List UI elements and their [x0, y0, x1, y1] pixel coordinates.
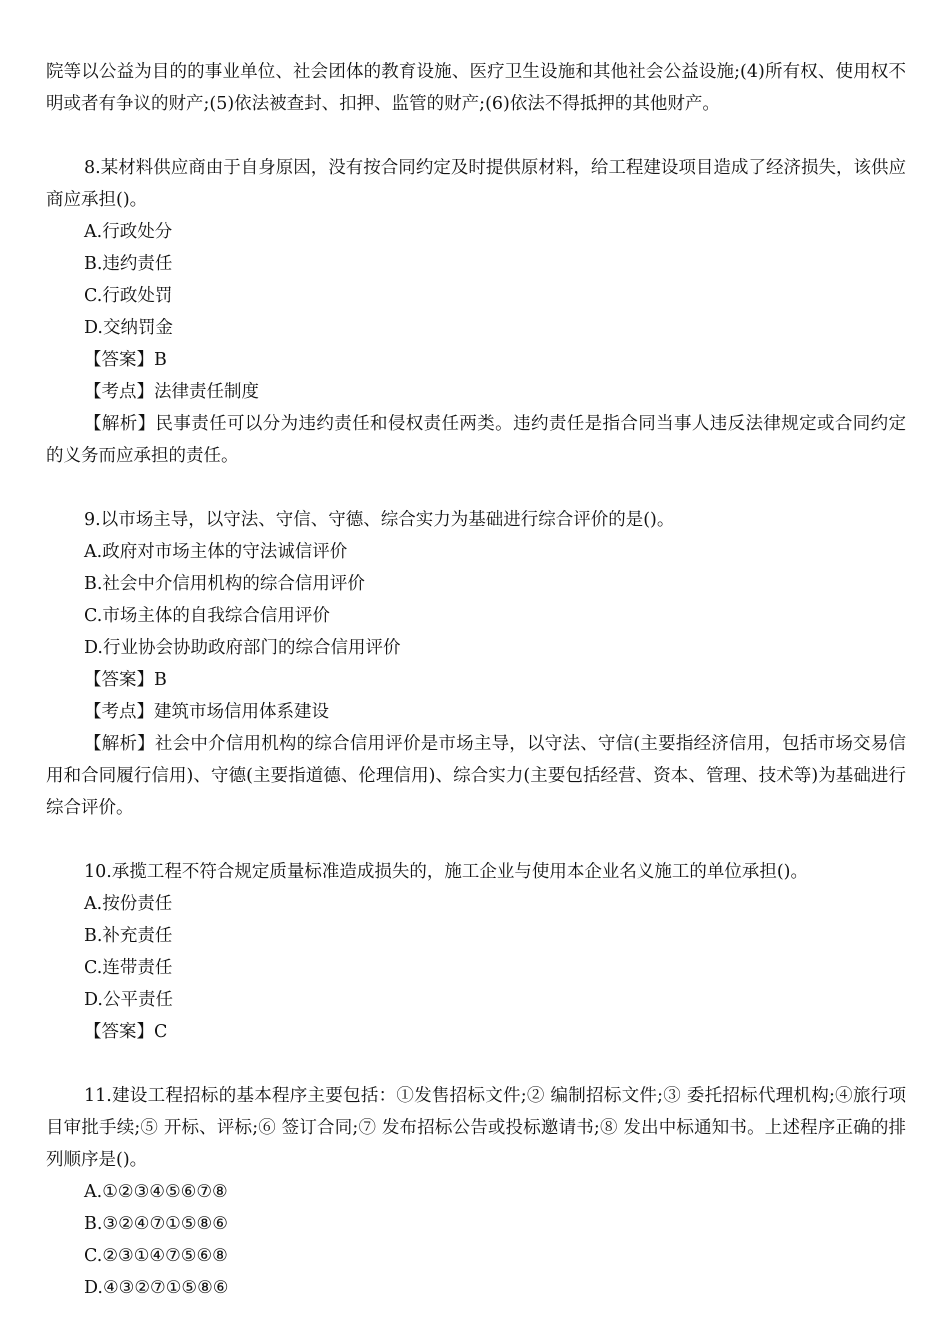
question-8-topic: 【考点】法律责任制度: [84, 382, 259, 402]
question-11-option-b: B.③②④⑦①⑤⑧⑥: [84, 1214, 228, 1234]
intro-paragraph: 院等以公益为目的的事业单位、社会团体的教育设施、医疗卫生设施和其他社会公益设施;(4)所有权、使用权不明或者有争议的财产;(5)依法被查封、扣押、监管的财产;(6)依法不得抵押的其他财产。: [46, 62, 906, 114]
question-10-option-a: A.按份责任: [84, 894, 173, 914]
question-9-answer: 【答案】B: [84, 670, 167, 690]
question-8-option-a: A.行政处分: [84, 222, 173, 242]
question-10-text: 10.承揽工程不符合规定质量标准造成损失的，施工企业与使用本企业名义施工的单位承担()。: [84, 862, 808, 882]
question-9-analysis: 【解析】社会中介信用机构的综合信用评价是市场主导，以守法、守信(主要指经济信用，包括市场交易信用和合同履行信用)、守德(主要指道德、伦理信用)、综合实力(主要包括经营、资本、管理、技术等)为基础进行综合评价。: [46, 734, 906, 818]
question-11-option-c: C.②③①④⑦⑤⑥⑧: [84, 1246, 228, 1266]
document-page: [46, 56, 906, 1304]
question-9-option-d: D.行业协会协助政府部门的综合信用评价: [84, 638, 401, 658]
question-10: [46, 856, 906, 1048]
question-8-option-b: B.违约责任: [84, 254, 173, 274]
question-8-answer: 【答案】B: [84, 350, 167, 370]
question-8-analysis: 【解析】民事责任可以分为违约责任和侵权责任两类。违约责任是指合同当事人违反法律规定或合同约定的义务而应承担的责任。: [46, 414, 906, 466]
question-9-option-c: C.市场主体的自我综合信用评价: [84, 606, 330, 626]
question-8: [46, 152, 906, 472]
question-11: [46, 1080, 906, 1304]
question-10-option-d: D.公平责任: [84, 990, 173, 1010]
question-11-option-d: D.④③②⑦①⑤⑧⑥: [84, 1278, 229, 1298]
question-10-answer: 【答案】C: [84, 1022, 168, 1042]
question-11-text: 11.建设工程招标的基本程序主要包括：①发售招标文件;② 编制招标文件;③ 委托招标代理机构;④旅行项目审批手续;⑤ 开标、评标;⑥ 签订合同;⑦ 发布招标公告或投标邀请书;⑧ 发出中标通知书。上述程序正确的排列顺序是()。: [46, 1086, 906, 1170]
question-9-topic: 【考点】建筑市场信用体系建设: [84, 702, 329, 722]
question-9-option-b: B.社会中介信用机构的综合信用评价: [84, 574, 365, 594]
question-8-option-d: D.交纳罚金: [84, 318, 173, 338]
question-9-text: 9.以市场主导，以守法、守信、守德、综合实力为基础进行综合评价的是()。: [84, 510, 675, 530]
question-9-option-a: A.政府对市场主体的守法诚信评价: [84, 542, 348, 562]
question-9: [46, 504, 906, 824]
question-10-option-c: C.连带责任: [84, 958, 173, 978]
question-11-option-a: A.①②③④⑤⑥⑦⑧: [84, 1182, 228, 1202]
question-8-option-c: C.行政处罚: [84, 286, 173, 306]
question-8-text: 8.某材料供应商由于自身原因，没有按合同约定及时提供原材料，给工程建设项目造成了经济损失，该供应商应承担()。: [46, 158, 906, 210]
question-10-option-b: B.补充责任: [84, 926, 173, 946]
